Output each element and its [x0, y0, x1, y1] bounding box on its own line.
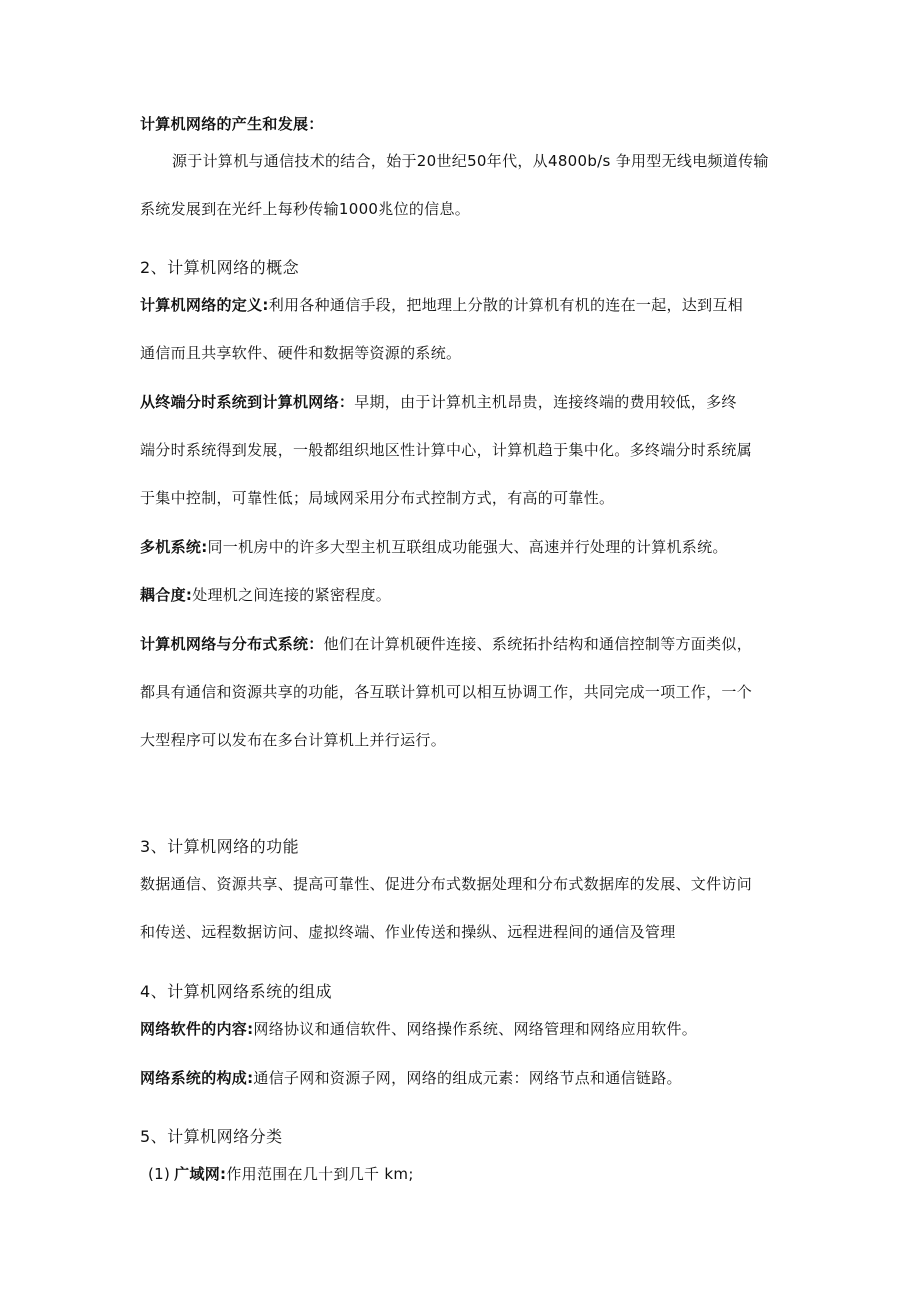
coupling-label: 耦合度: [140, 586, 193, 604]
definition-label: 计算机网络的定义: [140, 296, 269, 314]
distributed-line-3: 大型程序可以发布在多台计算机上并行运行。 [140, 731, 447, 749]
evolution-line-3: 于集中控制，可靠性低；局域网采用分布式控制方式，有高的可靠性。 [140, 489, 615, 507]
heading-composition: 4、计算机网络系统的组成 [140, 982, 333, 1001]
software-text: 网络协议和通信软件、网络操作系统、网络管理和网络应用软件。 [253, 1020, 698, 1038]
evolution-text: 早期，由于计算机主机昂贵，连接终端的费用较低，多终 [354, 393, 737, 411]
distributed-line-1 [140, 634, 752, 654]
heading-classification: 5、计算机网络分类 [140, 1127, 283, 1146]
distributed-line-2: 都具有通信和资源共享的功能，各互联计算机可以相互协调工作，共同完成一项工作，一个 [140, 683, 753, 701]
multi-system-label: 多机系统: [140, 538, 208, 556]
definition-line-2: 通信而且共享软件、硬件和数据等资源的系统。 [140, 344, 462, 362]
definition-text: 利用各种通信手段，把地理上分散的计算机有机的连在一起，达到互相 [268, 296, 744, 314]
section-origin-line-2: 系统发展到在光纤上每秒传输1000兆位的信息。 [140, 200, 471, 218]
heading-functions: 3、计算机网络的功能 [140, 837, 300, 856]
multi-system-line [140, 537, 728, 557]
system-label: 网络系统的构成: [140, 1069, 254, 1087]
software-line [140, 1019, 697, 1039]
section-origin-title: 计算机网络的产生和发展： [140, 115, 324, 133]
evolution-line-2: 端分时系统得到发展，一般都组织地区性计算中心，计算机趋于集中化。多终端分时系统属 [140, 441, 753, 459]
definition-line-1 [140, 295, 743, 315]
wan-text: 作用范围在几十到几千 km; [226, 1165, 414, 1183]
evolution-label: 从终端分时系统到计算机网络： [140, 393, 355, 411]
system-line [140, 1068, 682, 1088]
system-text: 通信子网和资源子网，网络的组成元素：网络节点和通信链路。 [253, 1069, 682, 1087]
heading-concept: 2、计算机网络的概念 [140, 258, 300, 277]
software-label: 网络软件的内容: [140, 1020, 254, 1038]
evolution-line-1 [140, 392, 737, 412]
distributed-text: 他们在计算机硬件连接、系统拓扑结构和通信控制等方面类似， [323, 635, 753, 653]
coupling-text: 处理机之间连接的紧密程度。 [192, 586, 392, 604]
wan-number: (1) [148, 1165, 171, 1183]
distributed-label: 计算机网络与分布式系统： [140, 635, 324, 653]
coupling-line [140, 585, 391, 605]
functions-line-1: 数据通信、资源共享、提高可靠性、促进分布式数据处理和分布式数据库的发展、文件访问 [140, 875, 753, 893]
multi-system-text: 同一机房中的许多大型主机互联组成功能强大、高速并行处理的计算机系统。 [207, 538, 728, 556]
section-origin-line-1: 源于计算机与通信技术的结合，始于20世纪50年代，从4800b/s 争用型无线电频道传输 [172, 152, 769, 170]
wan-label: 广域网: [174, 1165, 227, 1183]
wan-line [148, 1164, 414, 1184]
functions-line-2: 和传送、远程数据访问、虚拟终端、作业传送和操纵、远程进程间的通信及管理 [140, 923, 676, 941]
